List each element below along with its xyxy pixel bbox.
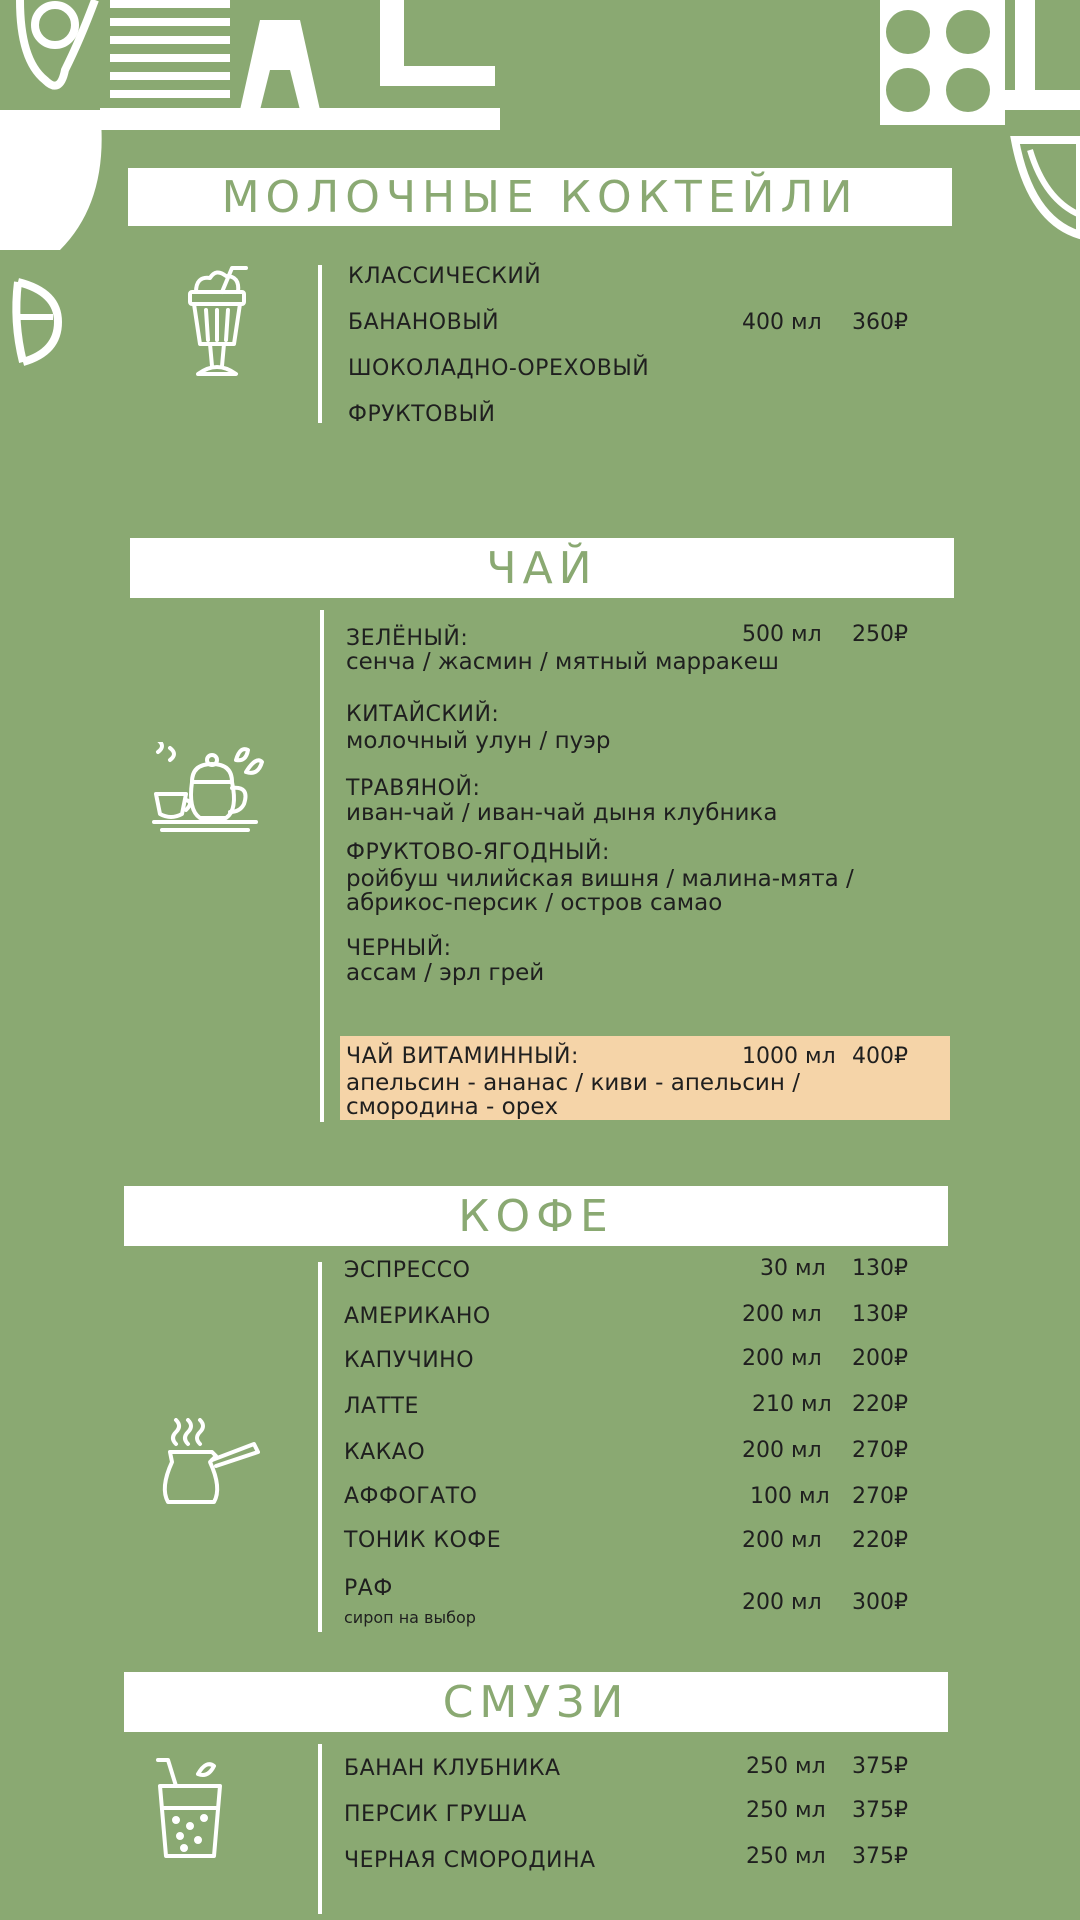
coffee-item-espresso-price: 130₽: [852, 1256, 908, 1281]
coffee-item-latte-price: 220₽: [852, 1392, 908, 1417]
milkshake-item-banana: БАНАНОВЫЙ: [348, 310, 500, 335]
smoothie-icon: [154, 1756, 226, 1862]
coffee-item-tonic: ТОНИК КОФЕ: [344, 1528, 502, 1553]
coffee-banner: [124, 1186, 948, 1246]
coffee-item-affogato-volume: 100 мл: [750, 1484, 830, 1509]
tea-group-black-name: ЧЕРНЫЙ:: [346, 936, 452, 961]
coffee-item-raf-price: 300₽: [852, 1590, 908, 1615]
smoothie-item-peach-pear-price: 375₽: [852, 1798, 908, 1823]
tea-group-herbal-name: ТРАВЯНОЙ:: [346, 776, 481, 801]
coffee-item-cocoa: КАКАО: [344, 1440, 426, 1465]
coffee-item-cocoa-volume: 200 мл: [742, 1438, 822, 1463]
milkshake-price: 360₽: [852, 310, 908, 335]
vitamin-tea-line-1: апельсин - ананас / киви - апельсин /: [346, 1070, 800, 1096]
coffee-item-cappuccino-price: 200₽: [852, 1346, 908, 1371]
tea-title: ЧАЙ: [486, 542, 598, 594]
milkshake-item-classic: КЛАССИЧЕСКИЙ: [348, 264, 542, 289]
smoothie-item-blackcurrant-price: 375₽: [852, 1844, 908, 1869]
vitamin-tea-line-2: смородина - орех: [346, 1094, 559, 1120]
coffee-item-affogato-price: 270₽: [852, 1484, 908, 1509]
tea-divider: [320, 610, 324, 1122]
vitamin-tea-volume: 1000 мл: [742, 1044, 836, 1069]
smoothie-item-peach-pear: ПЕРСИК ГРУША: [344, 1802, 527, 1827]
coffee-item-cappuccino: КАПУЧИНО: [344, 1348, 475, 1373]
milkshake-item-chocolate-nut: ШОКОЛАДНО-ОРЕХОВЫЙ: [348, 356, 650, 381]
milkshakes-title: МОЛОЧНЫЕ КОКТЕЙЛИ: [221, 171, 859, 223]
coffee-item-raf-volume: 200 мл: [742, 1590, 822, 1615]
coffee-item-raf: РАФ: [344, 1576, 393, 1601]
smoothie-item-blackcurrant-volume: 250 мл: [746, 1844, 826, 1869]
smoothie-banner: [124, 1672, 948, 1732]
coffee-item-espresso-volume: 30 мл: [760, 1256, 826, 1281]
coffee-item-cappuccino-volume: 200 мл: [742, 1346, 822, 1371]
tea-group-green-name: ЗЕЛЁНЫЙ:: [346, 626, 469, 651]
vitamin-tea-price: 400₽: [852, 1044, 908, 1069]
coffee-item-raf-note: сироп на выбор: [344, 1608, 476, 1627]
tea-price: 250₽: [852, 622, 908, 647]
tea-group-green-line: сенча / жасмин / мятный марракеш: [346, 649, 779, 675]
vitamin-tea-name: ЧАЙ ВИТАМИННЫЙ:: [346, 1044, 579, 1069]
smoothie-item-banana-strawberry-volume: 250 мл: [746, 1754, 826, 1779]
coffee-title: КОФЕ: [458, 1190, 614, 1242]
smoothie-item-banana-strawberry-price: 375₽: [852, 1754, 908, 1779]
coffee-item-americano-price: 130₽: [852, 1302, 908, 1327]
coffee-item-latte-volume: 210 мл: [752, 1392, 832, 1417]
milkshake-icon: [182, 262, 254, 382]
coffee-item-americano-volume: 200 мл: [742, 1302, 822, 1327]
cezve-icon: [156, 1418, 260, 1508]
leaf-decoration: [8, 272, 68, 372]
coffee-item-cocoa-price: 270₽: [852, 1438, 908, 1463]
coffee-item-affogato: АФФОГАТО: [344, 1484, 478, 1509]
coffee-item-latte: ЛАТТЕ: [344, 1394, 419, 1419]
teapot-icon: [152, 742, 264, 836]
coffee-item-espresso: ЭСПРЕССО: [344, 1258, 471, 1283]
milkshake-volume: 400 мл: [742, 310, 822, 335]
coffee-divider: [318, 1262, 322, 1632]
milkshakes-banner: [128, 168, 952, 226]
smoothie-divider: [318, 1744, 322, 1914]
coffee-item-americano: АМЕРИКАНО: [344, 1304, 491, 1329]
coffee-item-tonic-volume: 200 мл: [742, 1528, 822, 1553]
milkshakes-divider: [318, 265, 322, 423]
tea-group-black-line: ассам / эрл грей: [346, 960, 545, 986]
coffee-item-tonic-price: 220₽: [852, 1528, 908, 1553]
tea-group-fruit-name: ФРУКТОВО-ЯГОДНЫЙ:: [346, 840, 610, 865]
tea-banner: [130, 538, 954, 598]
tea-group-chinese-name: КИТАЙСКИЙ:: [346, 702, 500, 727]
smoothie-item-blackcurrant: ЧЕРНАЯ СМОРОДИНА: [344, 1848, 596, 1873]
milkshake-item-fruit: ФРУКТОВЫЙ: [348, 402, 496, 427]
tea-volume: 500 мл: [742, 622, 822, 647]
smoothie-item-peach-pear-volume: 250 мл: [746, 1798, 826, 1823]
tea-group-herbal-line: иван-чай / иван-чай дыня клубника: [346, 800, 778, 826]
tea-group-fruit-line-1: ройбуш чилийская вишня / малина-мята /: [346, 866, 854, 892]
tea-group-fruit-line-2: абрикос-персик / остров самао: [346, 890, 723, 916]
tea-group-chinese-line: молочный улун / пуэр: [346, 728, 611, 754]
smoothie-title: СМУЗИ: [442, 1676, 630, 1728]
smoothie-item-banana-strawberry: БАНАН КЛУБНИКА: [344, 1756, 561, 1781]
